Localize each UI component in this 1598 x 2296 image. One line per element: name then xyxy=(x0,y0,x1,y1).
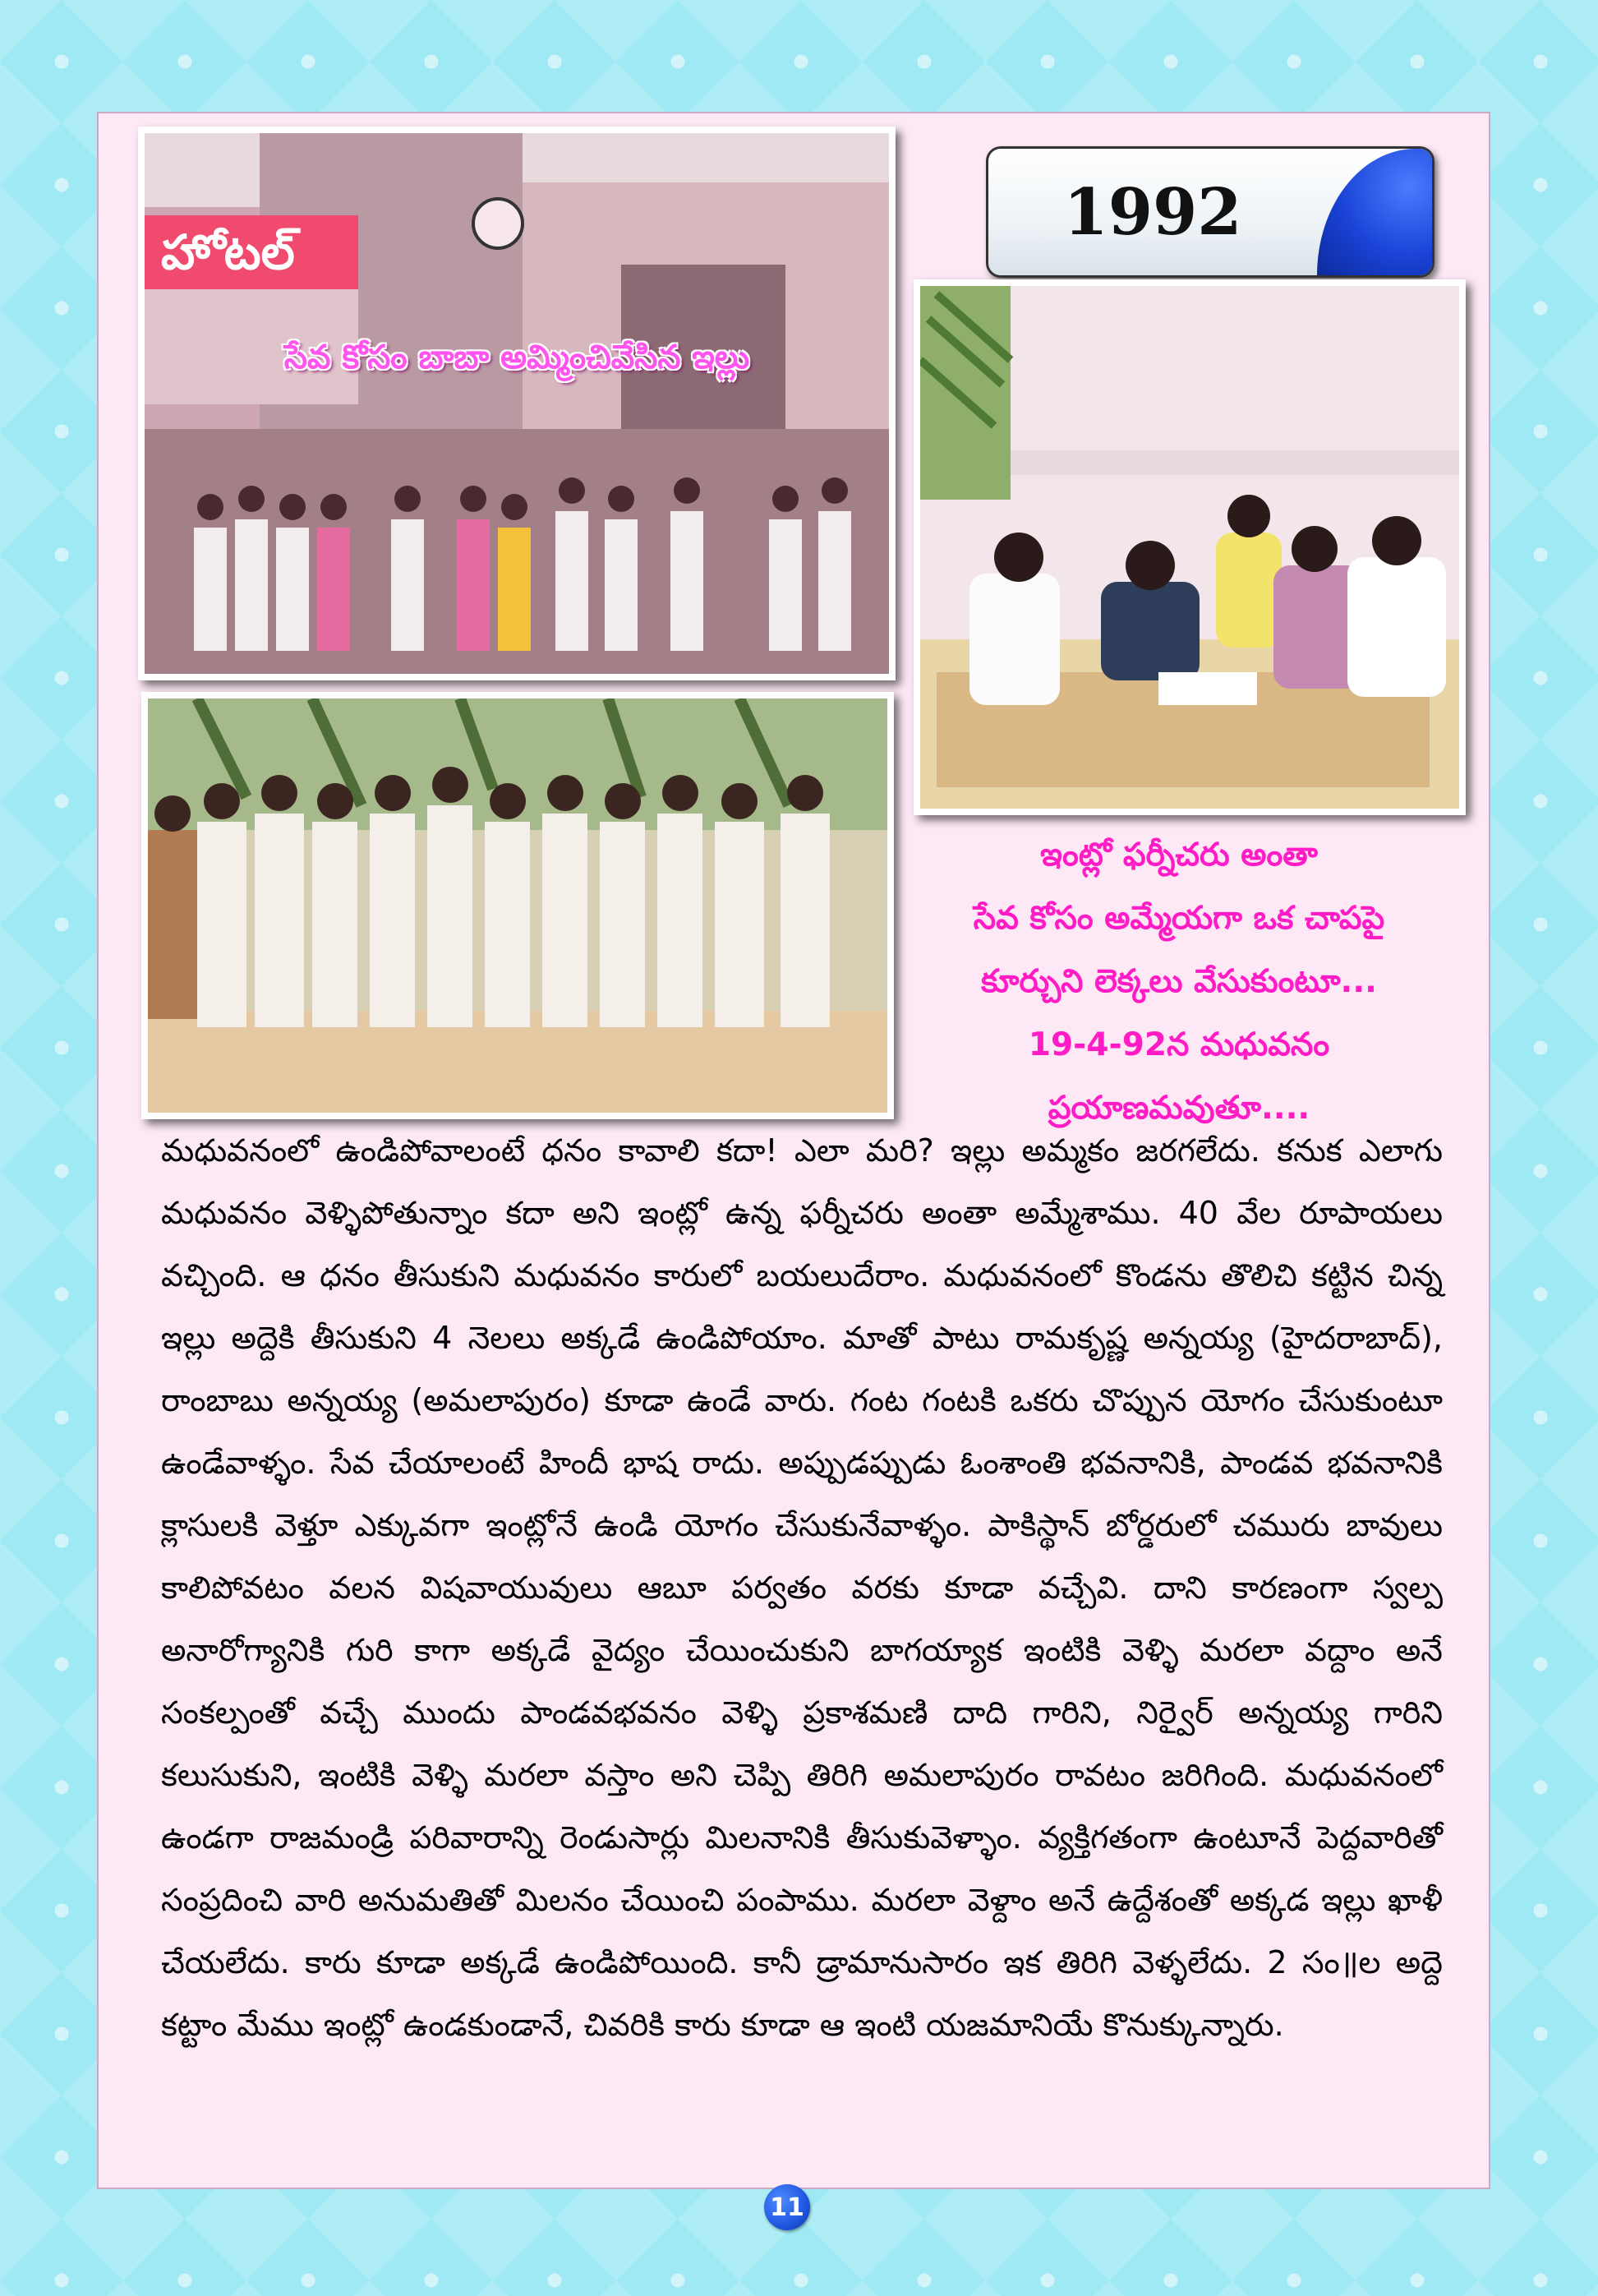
mat-photo-image xyxy=(920,286,1459,809)
group-photo-image xyxy=(148,698,887,1113)
group-photo xyxy=(141,692,894,1119)
caption-line-3: కూర్చుని లెక్కలు వేసుకుంటూ... xyxy=(981,963,1377,1000)
mat-photo xyxy=(914,279,1466,815)
house-photo xyxy=(138,127,896,680)
caption-line-5: ప్రయాణమవుతూ.... xyxy=(1048,1090,1310,1127)
body-paragraph: మధువనంలో ఉండిపోవాలంటే ధనం కావాలి కదా! ఎలా మరి? ఇల్లు అమ్మకం జరగలేదు. కనుక ఎలాగు మధువనం వెళ్ళిపోతున్నాం కదా అని ఇంట్లో ఉన్న ఫర్నీచరు అంతా అమ్మేశాము. 40 వేల రూపాయలు వచ్చింది. ఆ ధనం తీసుకుని మధువనం కారులో బయలుదేరాం. మధువనంలో కొండను తొలిచి కట్టిన చిన్న ఇల్లు అద్దెకి తీసుకుని 4 నెలలు అక్కడే ఉండిపోయాం. మాతో పాటు రామకృష్ణ అన్నయ్య (హైదరాబాద్), రాంబాబు అన్నయ్య (అమలాపురం) కూడా ఉండే వారు. గంట గంటకి ఒకరు చొప్పున యోగం చేసుకుంటూ ఉండేవాళ్ళం. సేవ చేయాలంటే హిందీ భాష రాదు. అప్పుడప్పుడు ఓంశాంతి భవనానికి, పాండవ భవనానికి క్లాసులకి వెళ్తూ ఎక్కువగా ఇంట్లోనే ఉండి యోగం చేసుకునేవాళ్ళం. పాకిస్థాన్ బోర్డరులో చమురు బావులు కాలిపోవటం వలన విషవాయువులు ఆబూ పర్వతం వరకు కూడా వచ్చేవి. దాని కారణంగా స్వల్ప అనారోగ్యానికి గురి కాగా అక్కడే వైద్యం చేయించుకుని బాగయ్యాక ఇంటికి వెళ్ళి మరలా వద్దాం అనే సంకల్పంతో వచ్చే ముందు పాండవభవనం వెళ్ళి ప్రకాశమణి దాది గారిని, నిర్వైర్ అన్నయ్య గారిని కలుసుకుని, ఇంటికి వెళ్ళి మరలా వస్తాం అని చెప్పి తిరిగి అమలాపురం రావటం జరిగింది. మధువనంలో ఉండగా రాజమండ్రి పరివారాన్ని రెండుసార్లు మిలనానికి తీసుకువెళ్ళాం. వ్యక్తిగతంగా ఉంటూనే పెద్దవారితో సంప్రదించి వారి అనుమతితో మిలనం చేయించి పంపాము. మరలా వెళ్దాం అనే ఉద్దేశంతో అక్కడ ఇల్లు ఖాళీ చేయలేదు. కారు కూడా అక్కడే ఉండిపోయింది. కానీ డ్రామానుసారం ఇక తిరిగి వెళ్ళలేదు. 2 సం॥ల అద్దె కట్టాం మేము ఇంట్లో ఉండకుండానే, చివరికి కారు కూడా ఆ ఇంటి యజమానియే కొనుక్కున్నారు. xyxy=(161,1132,1443,2043)
house-photo-caption: సేవ కోసం బాబా అమ్మించివేసిన ఇల్లు xyxy=(283,339,750,376)
badge-tab-decoration xyxy=(1317,149,1432,275)
year-label: 1992 xyxy=(1063,174,1242,250)
year-badge xyxy=(986,146,1435,278)
house-photo-image xyxy=(145,133,889,674)
caption-line-2: సేవ కోసం అమ్మేయగా ఒక చాపపై xyxy=(973,900,1385,937)
caption-line-1: ఇంట్లో ఫర్నీచరు అంతా xyxy=(1040,837,1318,874)
page-number: 11 xyxy=(764,2184,810,2230)
hotel-sign-text: హోటల్ xyxy=(161,224,295,280)
mat-photo-caption xyxy=(912,823,1446,1140)
caption-line-4: 19-4-92న మధువనం xyxy=(1028,1026,1330,1063)
